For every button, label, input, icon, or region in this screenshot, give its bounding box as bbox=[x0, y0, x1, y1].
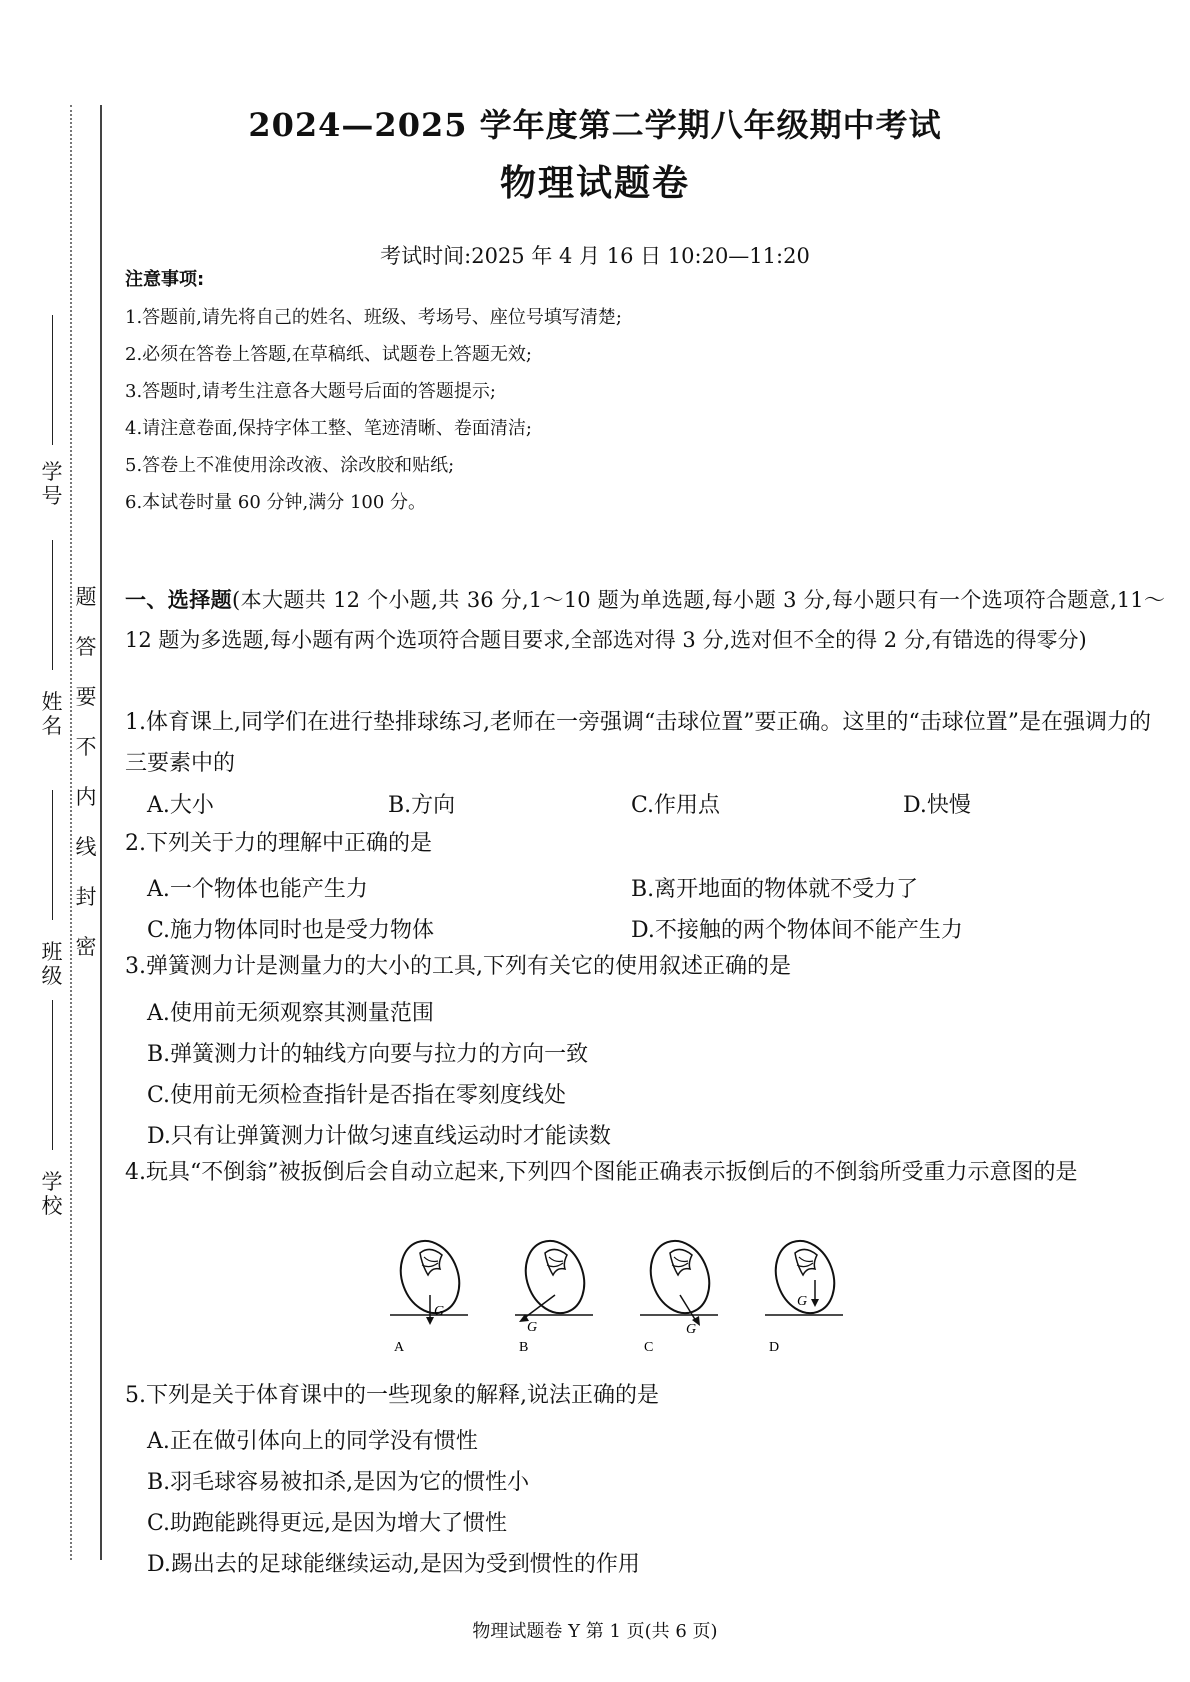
figure-a-force-label: G bbox=[434, 1304, 445, 1319]
question-3-stem: 3.弹簧测力计是测量力的大小的工具,下列有关它的使用叙述正确的是 bbox=[125, 954, 791, 979]
exam-title: 2024—2025 学年度第二学期八年级期中考试 bbox=[248, 106, 942, 144]
seal-char: 要 bbox=[75, 685, 97, 709]
figure-a-label: A bbox=[394, 1340, 405, 1355]
note-item: 3.答题时,请考生注意各大题号后面的答题提示; bbox=[125, 381, 496, 402]
seal-char: 线 bbox=[75, 835, 97, 859]
q1-option-c[interactable]: C.作用点 bbox=[631, 793, 721, 818]
figure-d-label: D bbox=[769, 1340, 780, 1355]
notes-title: 注意事项: bbox=[125, 269, 205, 290]
note-item: 5.答卷上不准使用涂改液、涂改胶和贴纸; bbox=[125, 455, 455, 476]
q3-option-b[interactable]: B.弹簧测力计的轴线方向要与拉力的方向一致 bbox=[147, 1042, 589, 1067]
q5-option-d[interactable]: D.踢出去的足球能继续运动,是因为受到惯性的作用 bbox=[147, 1552, 640, 1577]
page-footer: 物理试题卷 Y 第 1 页(共 6 页) bbox=[472, 1621, 718, 1642]
q2-option-c[interactable]: C.施力物体同时也是受力物体 bbox=[147, 918, 435, 943]
figure-option-b[interactable] bbox=[515, 1235, 594, 1355]
question-5-stem: 5.下列是关于体育课中的一些现象的解释,说法正确的是 bbox=[125, 1383, 659, 1408]
q1-option-d[interactable]: D.快慢 bbox=[903, 793, 971, 818]
note-item: 1.答题前,请先将自己的姓名、班级、考场号、座位号填写清楚; bbox=[125, 307, 622, 328]
q3-option-d[interactable]: D.只有让弹簧测力计做匀速直线运动时才能读数 bbox=[147, 1124, 611, 1149]
seal-char: 密 bbox=[75, 935, 97, 959]
tumbler-figures bbox=[390, 1235, 890, 1365]
school-blank[interactable] bbox=[52, 1000, 53, 1150]
figure-c-force-label: G bbox=[686, 1322, 697, 1337]
figure-d-force-label: G bbox=[797, 1294, 808, 1309]
seal-char: 内 bbox=[75, 785, 97, 809]
q5-option-c[interactable]: C.助跑能跳得更远,是因为增大了惯性 bbox=[147, 1511, 508, 1536]
section-1-description: (本大题共 12 个小题,共 36 分,1～10 题为单选题,每小题 3 分,每小题只有一个选项符合题意,11～12 题为多选题,每小题有两个选项符合题目要求,全部选对得 3 分,选对但不全的得 2 分,有错选的得零分) bbox=[125, 588, 1166, 652]
exam-subtitle: 物理试题卷 bbox=[499, 162, 690, 204]
question-2-stem: 2.下列关于力的理解中正确的是 bbox=[125, 831, 432, 856]
name-label: 姓 名 bbox=[41, 690, 63, 738]
question-4-stem: 4.玩具“不倒翁”被扳倒后会自动立起来,下列四个图能正确表示扳倒后的不倒翁所受重力示意图的是 bbox=[125, 1160, 1078, 1185]
q2-option-a[interactable]: A.一个物体也能产生力 bbox=[147, 877, 368, 902]
q3-option-c[interactable]: C.使用前无须检查指针是否指在零刻度线处 bbox=[147, 1083, 567, 1108]
figure-option-d[interactable] bbox=[765, 1235, 844, 1355]
q1-option-b[interactable]: B.方向 bbox=[388, 793, 456, 818]
question-1-stem: 1.体育课上,同学们在进行垫排球练习,老师在一旁强调“击球位置”要正确。这里的“击球位置”是在强调力的三要素中的 bbox=[125, 710, 1151, 776]
binding-solid-line bbox=[100, 105, 102, 1560]
q2-option-d[interactable]: D.不接触的两个物体间不能产生力 bbox=[631, 918, 963, 943]
exam-time: 考试时间:2025 年 4 月 16 日 10:20—11:20 bbox=[380, 244, 810, 268]
q1-option-a[interactable]: A.大小 bbox=[147, 793, 214, 818]
seal-char: 封 bbox=[75, 885, 97, 909]
seal-char: 答 bbox=[75, 635, 97, 659]
q3-option-a[interactable]: A.使用前无须观察其测量范围 bbox=[147, 1001, 434, 1026]
seal-char: 题 bbox=[75, 585, 97, 609]
student-number-label: 学 号 bbox=[41, 460, 63, 508]
student-number-blank[interactable] bbox=[52, 315, 53, 445]
seal-char: 不 bbox=[75, 735, 97, 759]
section-1-instructions bbox=[125, 580, 1165, 660]
binding-dotted-line bbox=[70, 105, 72, 1560]
name-blank[interactable] bbox=[52, 540, 53, 670]
figure-option-c[interactable] bbox=[640, 1235, 719, 1355]
figure-b-force-label: G bbox=[527, 1320, 538, 1335]
note-item: 4.请注意卷面,保持字体工整、笔迹清晰、卷面清洁; bbox=[125, 418, 532, 439]
q5-option-a[interactable]: A.正在做引体向上的同学没有惯性 bbox=[147, 1429, 478, 1454]
q2-option-b[interactable]: B.离开地面的物体就不受力了 bbox=[631, 877, 919, 902]
note-item: 2.必须在答卷上答题,在草稿纸、试题卷上答题无效; bbox=[125, 344, 532, 365]
note-item: 6.本试卷时量 60 分钟,满分 100 分。 bbox=[125, 492, 427, 513]
section-1-heading: 一、选择题 bbox=[125, 588, 233, 612]
class-blank[interactable] bbox=[52, 790, 53, 920]
figure-c-label: C bbox=[644, 1340, 654, 1355]
school-label: 学 校 bbox=[41, 1170, 63, 1218]
q5-option-b[interactable]: B.羽毛球容易被扣杀,是因为它的惯性小 bbox=[147, 1470, 530, 1495]
figure-option-a[interactable] bbox=[390, 1235, 469, 1355]
figure-b-label: B bbox=[519, 1340, 529, 1355]
class-label: 班 级 bbox=[41, 940, 63, 988]
